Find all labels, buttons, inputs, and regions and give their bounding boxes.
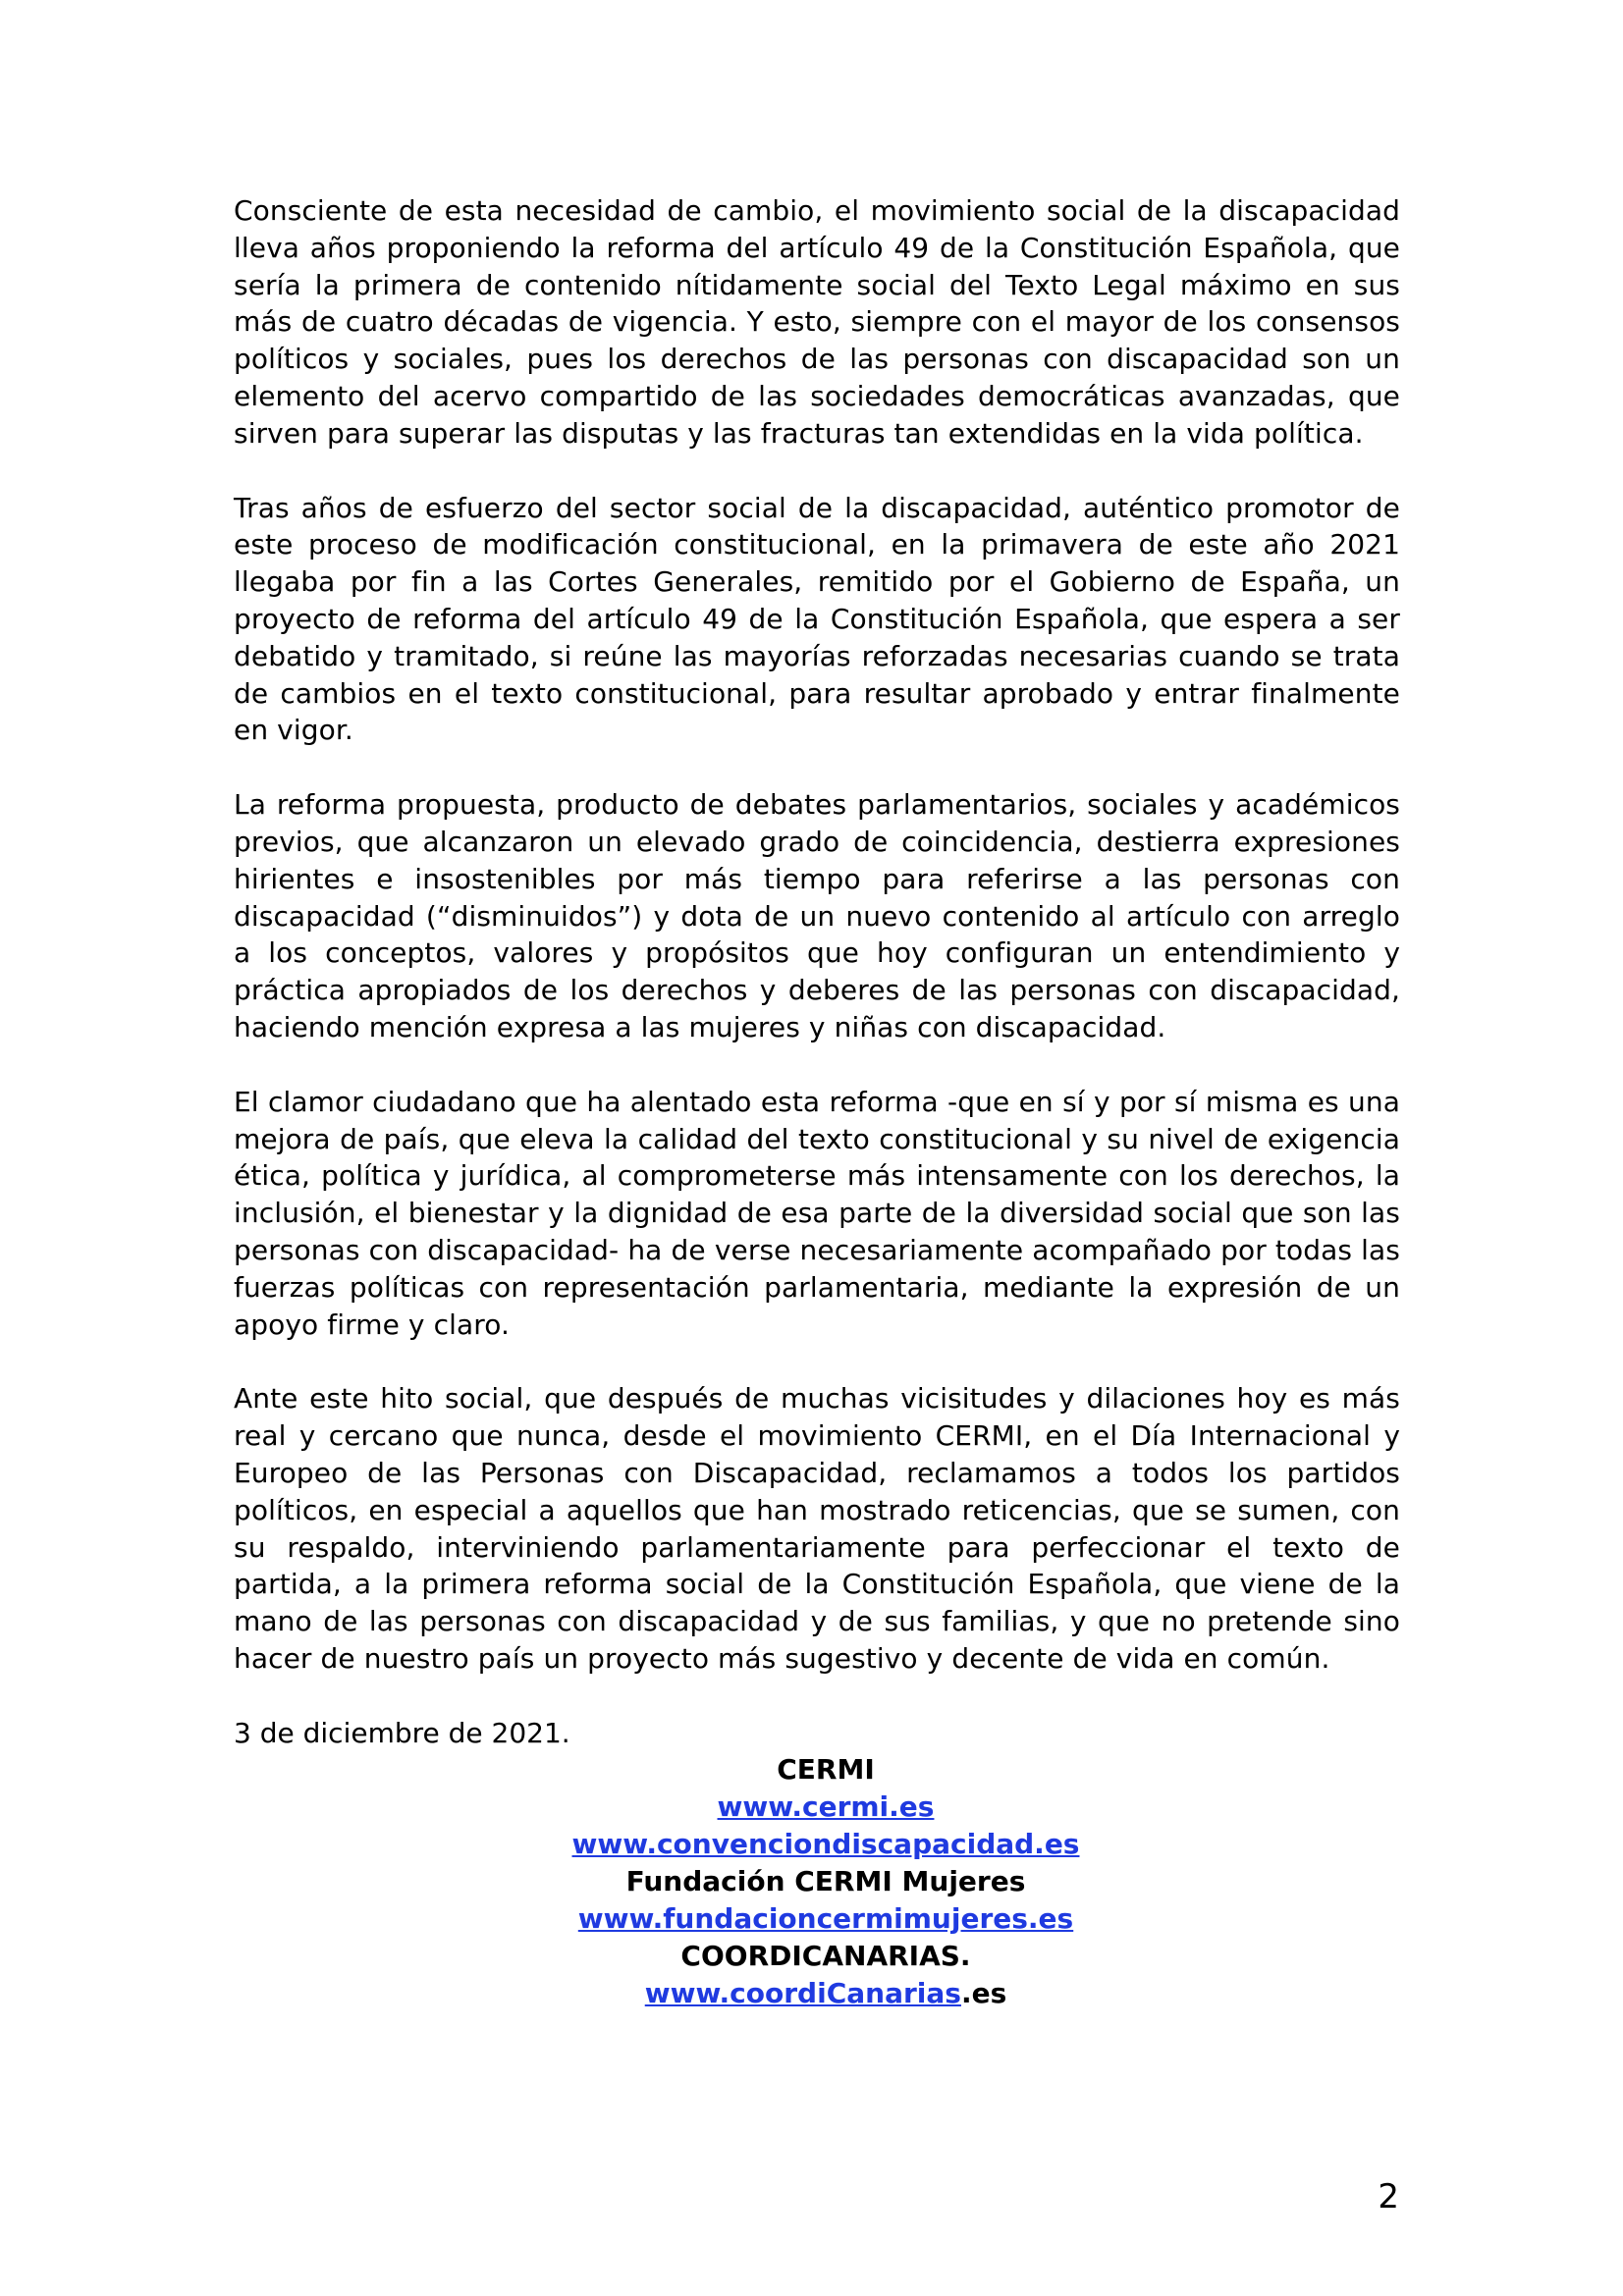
link-coordicanarias[interactable]: www.coordiCanarias [644,1977,961,2010]
paragraph-3: La reforma propuesta, producto de debates parlamentarios, sociales y académicos previos, que alcanzaron un elevado grado de coincidencia, destierra expresiones hirientes e insostenibles por más tiempo para referirse a las personas con discapacidad (“disminuidos”) y dota de un nuevo contenido al artículo con arreglo a los conceptos, valores y propósitos que hoy configuran un entendimiento y práctica apropiados de los derechos y deberes de las personas con discapacidad, haciendo mención expresa a las mujeres y niñas con discapacidad. [234,788,1400,1043]
paragraph-1: Consciente de esta necesidad de cambio, el movimiento social de la discapacidad lleva años proponiendo la reforma del artículo 49 de la Constitución Española, que sería la primera de contenido nítidamente social del Texto Legal máximo en sus más de cuatro décadas de vigencia. Y esto, siempre con el mayor de los consensos políticos y sociales, pues los derechos de las personas con discapacidad son un elemento del acervo compartido de las sociedades democráticas avanzadas, que sirven para superar las disputas y las fracturas tan extendidas en la vida política. [234,194,1400,450]
link-cermi[interactable]: www.cermi.es [717,1790,935,1824]
link-fundacion-cermi-mujeres[interactable]: www.fundacioncermimujeres.es [577,1902,1074,1936]
paragraph-2: Tras años de esfuerzo del sector social de la discapacidad, auténtico promotor de este proceso de modificación constitucional, en la primavera de este año 2021 llegaba por fin a las Cortes Generales, remitido por el Gobierno de España, un proyecto de reforma del artículo 49 de la Constitución Española, que espera a ser debatido y tramitado, si reúne las mayorías reforzadas necesarias cuando se trata de cambios en el texto constitucional, para resultar aprobado y entrar finalmente en vigor. [234,491,1400,747]
signature-org-cermi: CERMI [777,1753,875,1787]
link-coordicanarias-line [251,1975,1400,2012]
page-number: 2 [1378,2177,1399,2216]
link-convencion-discapacidad[interactable]: www.convenciondiscapacidad.es [571,1828,1080,1861]
signature-org-coordicanarias: COORDICANARIAS. [680,1940,971,1973]
document-date: 3 de diciembre de 2021. [234,1716,570,1749]
signature-org-fundacion-cermi-mujeres: Fundación CERMI Mujeres [625,1865,1026,1898]
link-coordicanarias-suffix: .es [960,1977,1007,2010]
document-body [234,192,1400,2012]
paragraph-4: El clamor ciudadano que ha alentado esta reforma -que en sí y por sí misma es una mejora de país, que eleva la calidad del texto constitucional y su nivel de exigencia ética, política y jurídica, al comprometerse más intensamente con los derechos, la inclusión, el bienestar y la dignidad de esa parte de la diversidad social que son las personas con discapacidad- ha de verse necesariamente acompañado por todas las fuerzas políticas con representación parlamentaria, mediante la expresión de un apoyo firme y claro. [234,1085,1400,1341]
signature-block [234,1751,1400,2012]
paragraph-5: Ante este hito social, que después de muchas vicisitudes y dilaciones hoy es más real y cercano que nunca, desde el movimiento CERMI, en el Día Internacional y Europeo de las Personas con Discapacidad, reclamamos a todos los partidos políticos, en especial a aquellos que han mostrado reticencias, que se sumen, con su respaldo, interviniendo parlamentariamente para perfeccionar el texto de partida, a la primera reforma social de la Constitución Española, que viene de la mano de las personas con discapacidad y de sus familias, y que no pretende sino hacer de nuestro país un proyecto más sugestivo y decente de vida en común. [234,1382,1400,1675]
